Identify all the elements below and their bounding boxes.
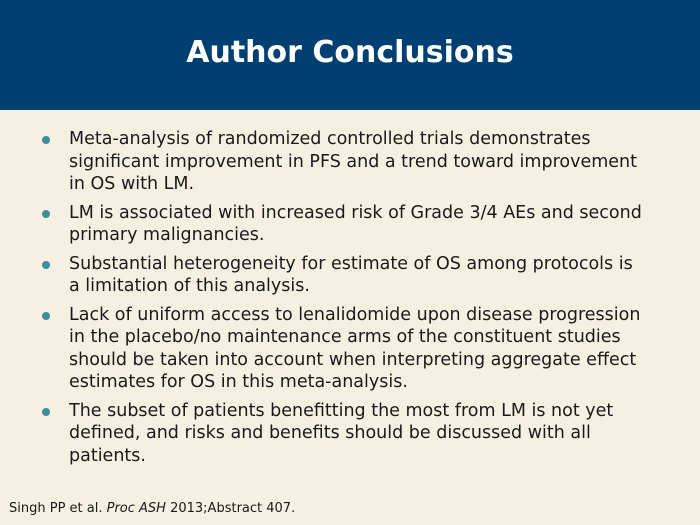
bullet-text: Meta-analysis of randomized controlled trials demonstrates significant improvement in PFS and a trend toward improvement in OS with LM. <box>69 129 637 194</box>
slide-header <box>0 0 700 110</box>
citation-prefix: Singh PP et al. <box>9 501 107 516</box>
bullet-item <box>36 202 646 247</box>
bullet-dot-icon <box>42 312 50 320</box>
bullet-dot-icon <box>42 210 50 218</box>
bullet-text: The subset of patients benefitting the most from LM is not yet defined, and risks and benefits should be discussed with all patients. <box>69 400 614 466</box>
bullet-dot-icon <box>42 408 50 416</box>
bullet-item <box>36 128 646 196</box>
bullet-dot-icon <box>42 261 50 269</box>
citation <box>9 500 295 518</box>
bullet-text: Substantial heterogeneity for estimate of OS among protocols is a limitation of this analysis. <box>69 253 633 296</box>
bullet-item <box>36 253 646 298</box>
bullet-text: LM is associated with increased risk of Grade 3/4 AEs and second primary malignancies. <box>69 202 642 245</box>
citation-suffix: 2013;Abstract 407. <box>165 501 296 516</box>
bullet-text: Lack of uniform access to lenalidomide upon disease progression in the placebo/no maintenance arms of the constituent studies should be taken into account when interpreting aggregate effect estimates for OS in this meta-analysis. <box>69 304 641 392</box>
bullet-dot-icon <box>42 136 50 144</box>
bullet-item <box>36 304 646 394</box>
bullet-item <box>36 400 646 468</box>
bullet-list <box>36 128 646 473</box>
slide-title: Author Conclusions <box>186 34 514 70</box>
citation-journal: Proc ASH <box>106 501 166 516</box>
